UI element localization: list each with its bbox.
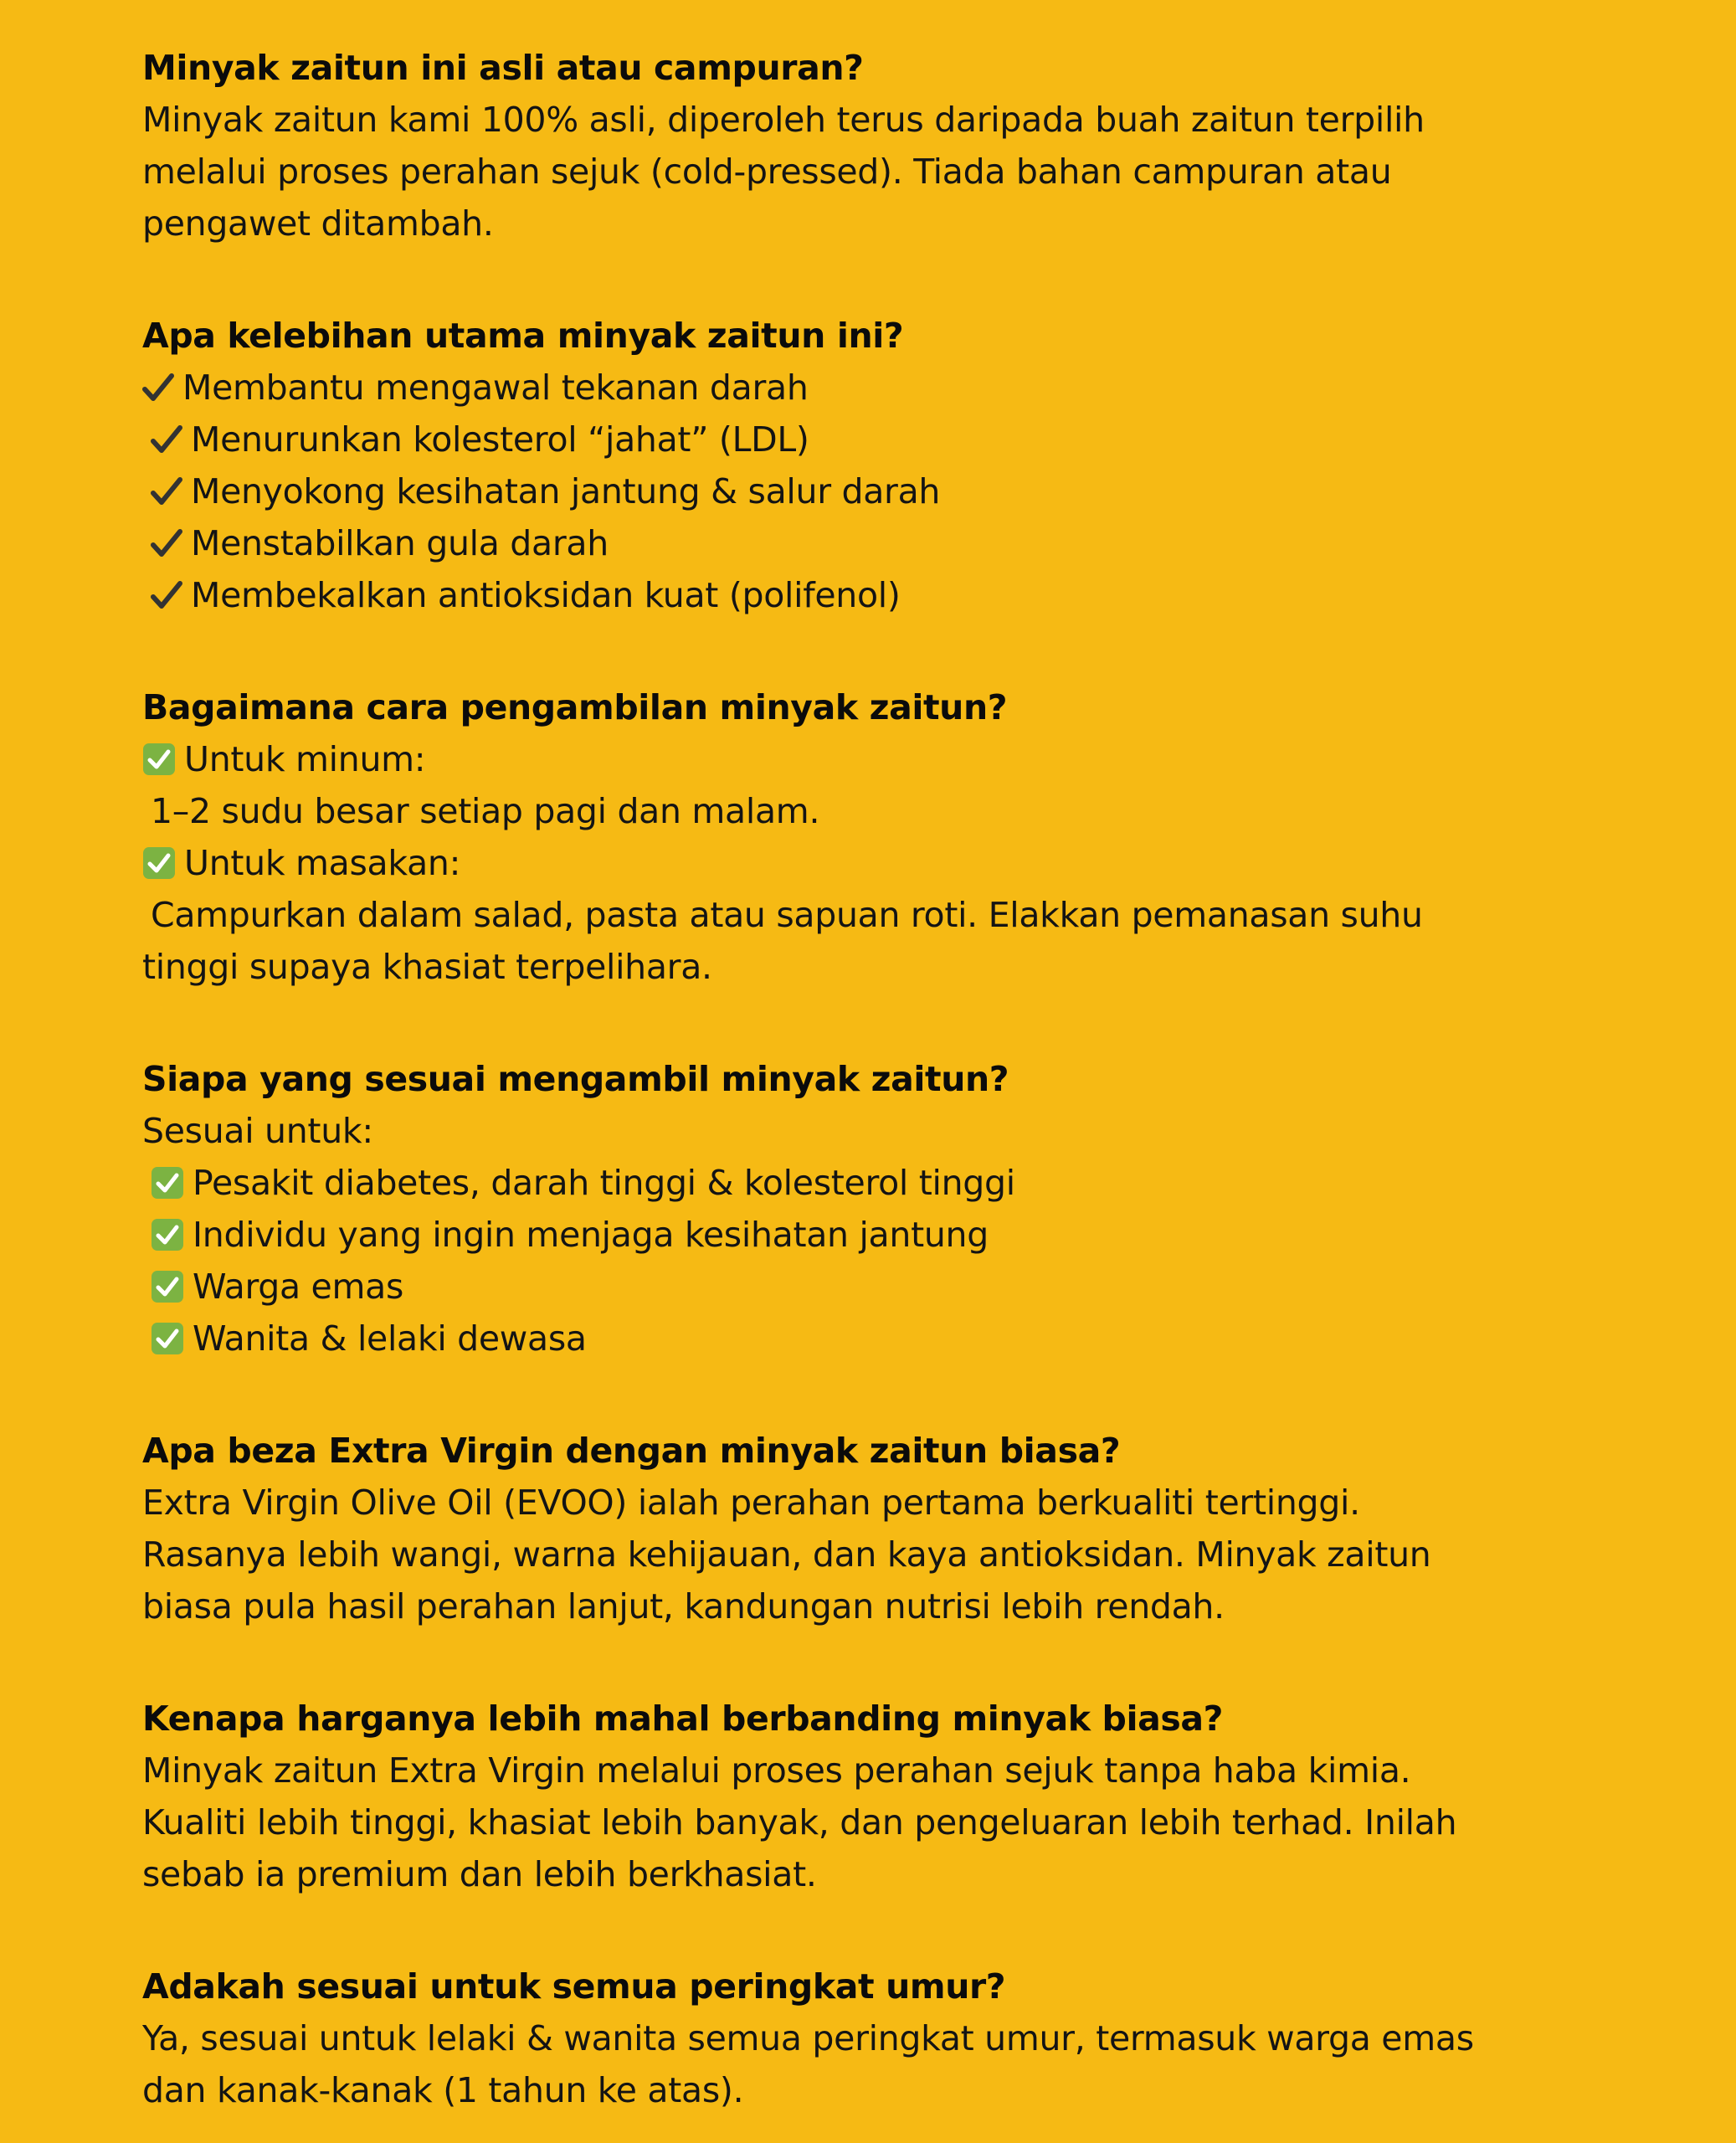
faq-evoo-difference xyxy=(142,1425,1636,1632)
suitability-text: Individu yang ingin menjaga kesihatan jantung xyxy=(193,1215,989,1255)
white-check-box-icon xyxy=(151,1322,184,1355)
question-heading: Siapa yang sesuai mengambil minyak zaitun? xyxy=(142,1059,1009,1099)
benefit-text: Membantu mengawal tekanan darah xyxy=(182,367,809,408)
question-heading: Adakah sesuai untuk semua peringkat umur? xyxy=(142,1966,1006,2007)
answer-line: biasa pula hasil perahan lanjut, kandungan nutrisi lebih rendah. xyxy=(142,1586,1225,1627)
suitability-text: Wanita & lelaki dewasa xyxy=(193,1318,587,1359)
benefit-item xyxy=(142,569,1636,621)
heavy-check-mark-icon xyxy=(151,475,182,508)
answer-line: sebab ia premium dan lebih berkhasiat. xyxy=(142,1854,817,1894)
question-heading: Apa beza Extra Virgin dengan minyak zaitun biasa? xyxy=(142,1431,1121,1471)
suitability-intro: Sesuai untuk: xyxy=(142,1111,373,1151)
usage-drink-text: 1–2 sudu besar setiap pagi dan malam. xyxy=(151,791,820,831)
faq-benefits xyxy=(142,310,1636,621)
suitability-text: Warga emas xyxy=(193,1267,404,1307)
usage-cook-line: tinggi supaya khasiat terpelihara. xyxy=(142,947,712,987)
white-check-box-icon xyxy=(151,1218,184,1251)
heavy-check-mark-icon xyxy=(142,371,174,404)
suitability-item xyxy=(142,1261,1636,1313)
heavy-check-mark-icon xyxy=(151,578,182,612)
benefit-item xyxy=(142,517,1636,569)
answer-line: Minyak zaitun Extra Virgin melalui proses perahan sejuk tanpa haba kimia. xyxy=(142,1750,1411,1791)
faq-suitability xyxy=(142,1053,1636,1364)
benefit-text: Menstabilkan gula darah xyxy=(191,523,609,563)
suitability-item xyxy=(142,1209,1636,1261)
answer-line: Ya, sesuai untuk lelaki & wanita semua peringkat umur, termasuk warga emas xyxy=(142,2018,1474,2058)
question-heading: Kenapa harganya lebih mahal berbanding minyak biasa? xyxy=(142,1698,1224,1739)
usage-drink-label xyxy=(142,733,1636,785)
usage-label-text: Untuk minum: xyxy=(184,739,426,779)
answer-line: Minyak zaitun kami 100% asli, diperoleh terus daripada buah zaitun terpilih xyxy=(142,100,1425,140)
white-check-box-icon xyxy=(142,846,176,880)
white-check-box-icon xyxy=(151,1270,184,1303)
usage-cook-label xyxy=(142,837,1636,889)
white-check-box-icon xyxy=(142,743,176,776)
heavy-check-mark-icon xyxy=(151,423,182,456)
heavy-check-mark-icon xyxy=(151,527,182,560)
benefit-item xyxy=(142,362,1636,414)
faq-age-suitability xyxy=(142,1961,1636,2116)
usage-label-text: Untuk masakan: xyxy=(184,843,461,883)
faq-authenticity xyxy=(142,42,1636,249)
answer-line: pengawet ditambah. xyxy=(142,203,494,244)
question-heading: Bagaimana cara pengambilan minyak zaitun? xyxy=(142,687,1008,727)
benefit-text: Menurunkan kolesterol “jahat” (LDL) xyxy=(191,419,809,460)
benefit-item xyxy=(142,414,1636,465)
suitability-item xyxy=(142,1157,1636,1209)
question-heading: Minyak zaitun ini asli atau campuran? xyxy=(142,48,864,88)
suitability-item xyxy=(142,1313,1636,1364)
benefit-item xyxy=(142,465,1636,517)
answer-line: Kualiti lebih tinggi, khasiat lebih banyak, dan pengeluaran lebih terhad. Inilah xyxy=(142,1802,1457,1842)
usage-cook-line: Campurkan dalam salad, pasta atau sapuan roti. Elakkan pemanasan suhu xyxy=(151,895,1423,935)
suitability-text: Pesakit diabetes, darah tinggi & kolesterol tinggi xyxy=(193,1163,1015,1203)
faq-price xyxy=(142,1693,1636,1900)
faq-usage xyxy=(142,681,1636,993)
answer-line: dan kanak-kanak (1 tahun ke atas). xyxy=(142,2070,744,2110)
answer-line: Extra Virgin Olive Oil (EVOO) ialah perahan pertama berkualiti tertinggi. xyxy=(142,1483,1360,1523)
answer-line: melalui proses perahan sejuk (cold-pressed). Tiada bahan campuran atau xyxy=(142,152,1392,192)
white-check-box-icon xyxy=(151,1166,184,1200)
answer-line: Rasanya lebih wangi, warna kehijauan, dan kaya antioksidan. Minyak zaitun xyxy=(142,1534,1431,1575)
benefit-text: Membekalkan antioksidan kuat (polifenol) xyxy=(191,575,901,615)
question-heading: Apa kelebihan utama minyak zaitun ini? xyxy=(142,316,904,356)
benefit-text: Menyokong kesihatan jantung & salur darah xyxy=(191,471,941,511)
